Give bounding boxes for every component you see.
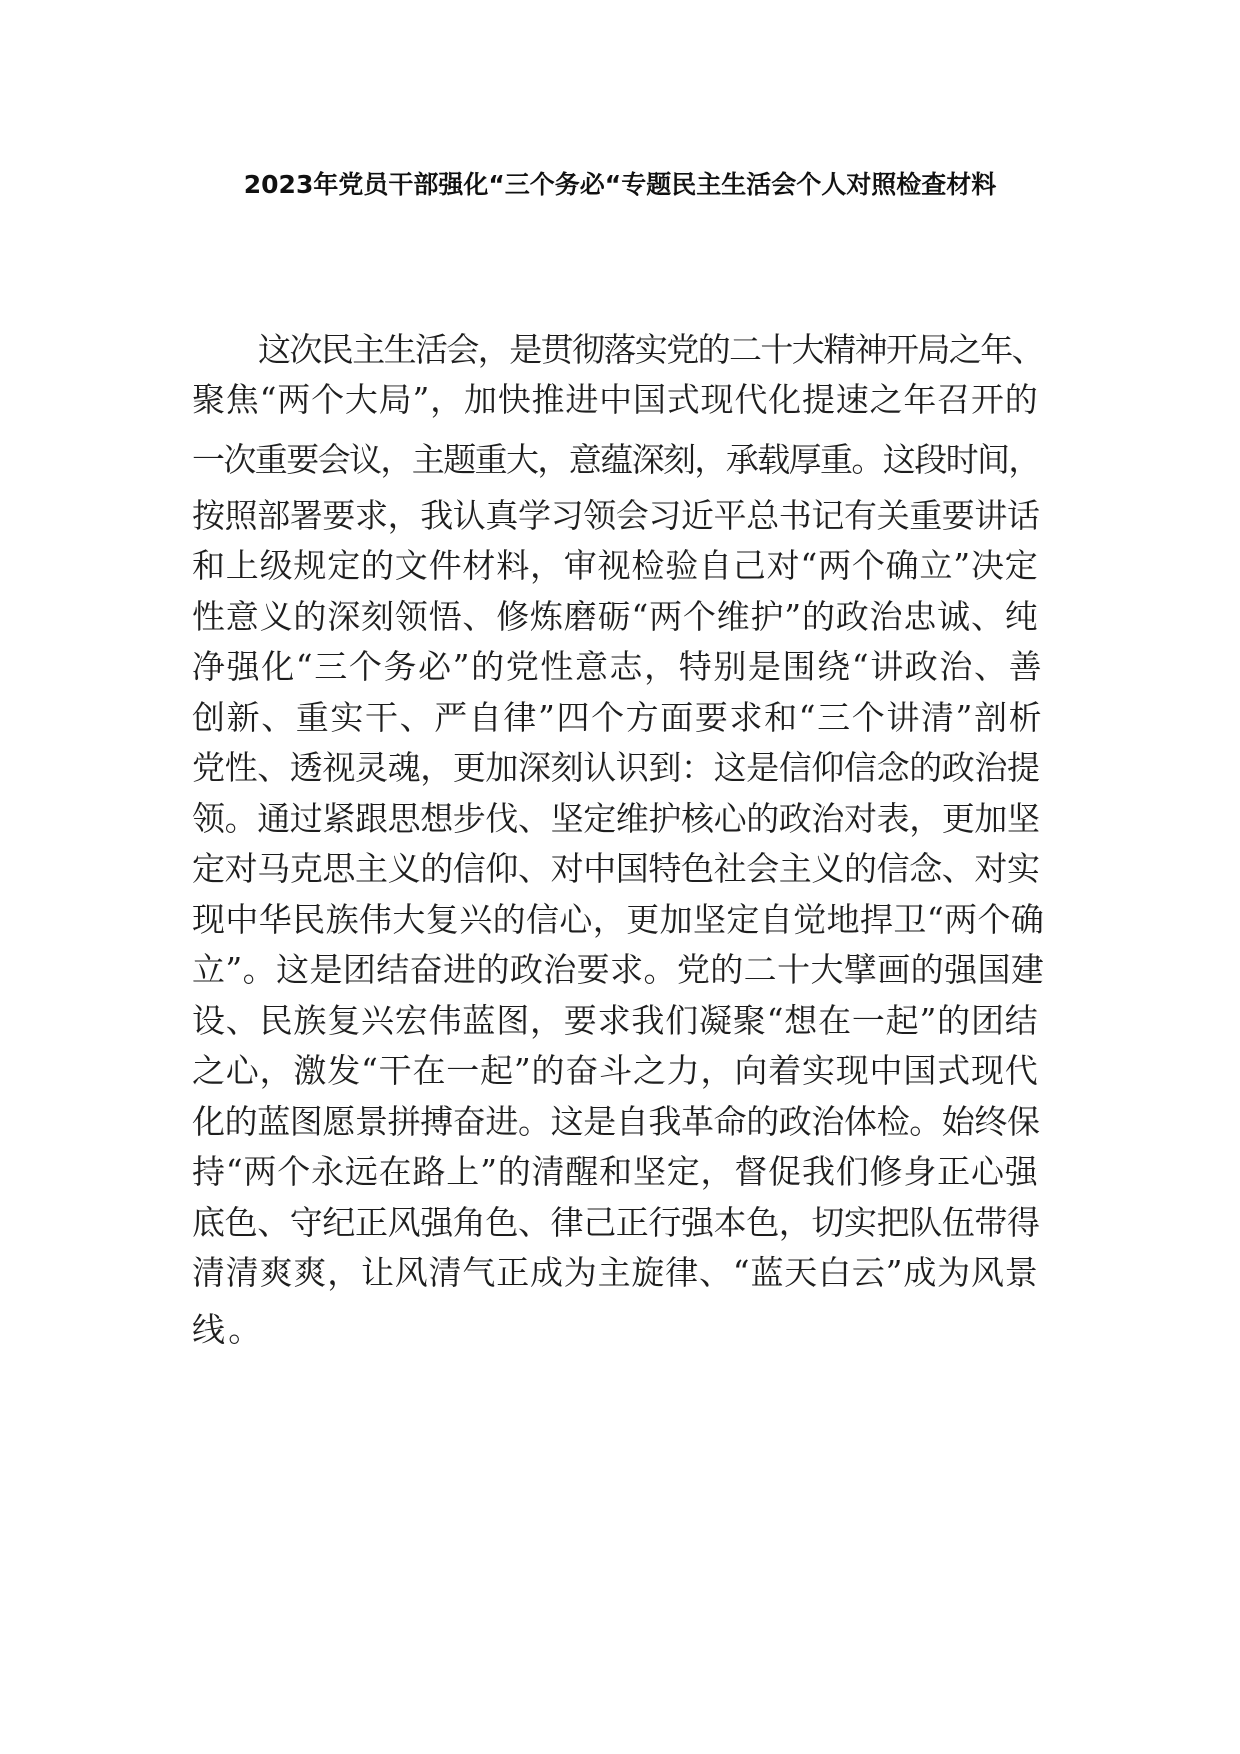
body-line: 持“两个永远在路上”的清醒和坚定，督促我们修身正心强 [192, 1152, 1039, 1191]
document-title: 2023年党员干部强化“三个务必“专题民主生活会个人对照检查材料 [243, 170, 997, 199]
body-line: 和上级规定的文件材料，审视检验自己对“两个确立”决定 [192, 546, 1039, 585]
body-line: 领。通过紧跟思想步伐、坚定维护核心的政治对表，更加坚 [192, 799, 1040, 838]
body-line: 化的蓝图愿景拼搏奋进。这是自我革命的政治体检。始终保 [192, 1102, 1040, 1141]
body-line: 按照部署要求，我认真学习领会习近平总书记有关重要讲话 [192, 496, 1040, 535]
body-line: 这次民主生活会，是贯彻落实党的二十大精神开局之年、 [258, 330, 1044, 369]
body-line: 净强化“三个务必”的党性意志，特别是围绕“讲政治、善 [192, 647, 1044, 686]
body-line: 聚焦“两个大局”，加快推进中国式现代化提速之年召开的 [192, 380, 1039, 419]
body-line: 创新、重实干、严自律”四个方面要求和“三个讲清”剖析 [192, 698, 1044, 737]
body-line: 一次重要会议，主题重大，意蕴深刻，承载厚重。这段时间， [192, 440, 1040, 479]
body-line: 定对马克思主义的信仰、对中国特色社会主义的信念、对实 [192, 849, 1040, 888]
body-line: 线。 [192, 1310, 265, 1349]
body-line: 底色、守纪正风强角色、律己正行强本色，切实把队伍带得 [192, 1203, 1040, 1242]
body-line: 立”。这是团结奋进的政治要求。党的二十大擘画的强国建 [192, 950, 1045, 989]
body-line: 党性、透视灵魂，更加深刻认识到：这是信仰信念的政治提 [192, 748, 1040, 787]
body-line: 现中华民族伟大复兴的信心，更加坚定自觉地捍卫“两个确 [192, 900, 1045, 939]
body-line: 设、民族复兴宏伟蓝图，要求我们凝聚“想在一起”的团结 [192, 1001, 1039, 1040]
body-line: 性意义的深刻领悟、修炼磨砺“两个维护”的政治忠诚、纯 [192, 597, 1039, 636]
body-line: 清清爽爽，让风清气正成为主旋律、“蓝天白云”成为风景 [192, 1253, 1039, 1292]
body-line: 之心，激发“干在一起”的奋斗之力，向着实现中国式现代 [192, 1051, 1039, 1090]
